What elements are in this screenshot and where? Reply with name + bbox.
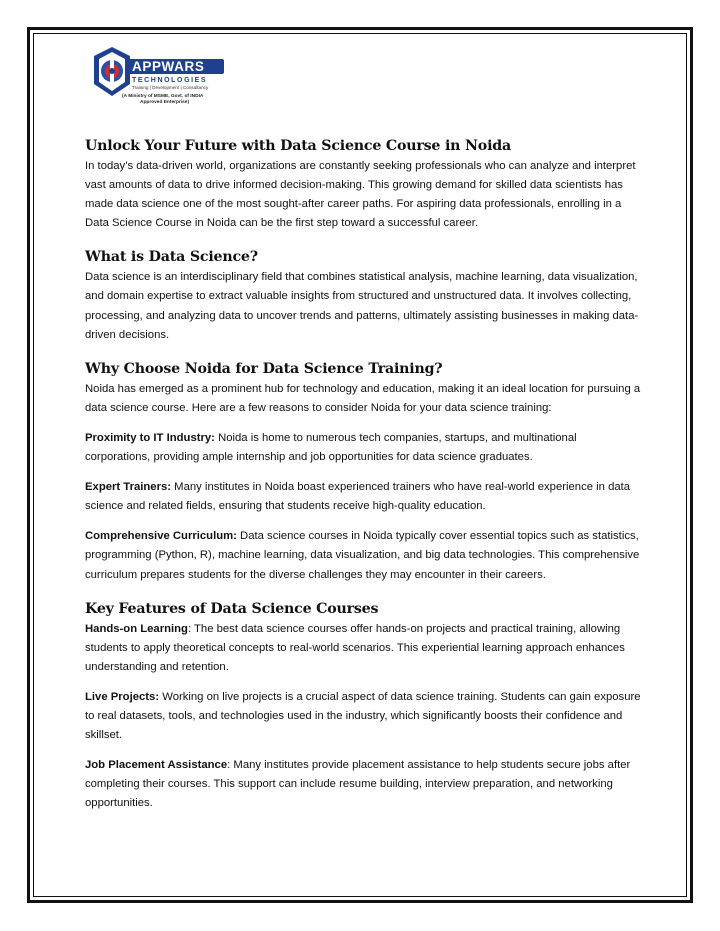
point-label: Expert Trainers: (85, 481, 172, 494)
point-text: : Many institutes provide placement assistance to help students secure jobs after completing their courses. This support can include resume building, interview preparation, and networking opportunities. (85, 759, 631, 810)
point-hands-on (85, 620, 645, 677)
logo-brand: APPWARS (132, 59, 205, 74)
point-label: Proximity to IT Industry: (85, 431, 215, 444)
point-text: Noida is home to numerous tech companies, startups, and multinational corporations, providing ample internship and job opportunities for data science graduates. (85, 431, 577, 464)
point-label: Live Projects: (85, 690, 160, 703)
point-label: Hands-on Learning (85, 622, 188, 635)
point-live-projects (85, 688, 645, 745)
logo-note-line2: Approved Enterprise) (140, 100, 190, 105)
point-trainers (85, 478, 645, 516)
document-body (85, 137, 645, 813)
heading-what: What is Data Science? (85, 249, 258, 266)
logo-sub: TECHNOLOGIES (132, 77, 208, 84)
heading-why: Why Choose Noida for Data Science Training? (85, 360, 443, 377)
point-label: Job Placement Assistance (85, 759, 228, 772)
heading-features: Key Features of Data Science Courses (85, 600, 379, 617)
paragraph-intro: In today’s data-driven world, organizations are constantly seeking professionals who can analyze and interpret vast amounts of data to drive informed decision-making. This growing demand for skilled data scientists has made data science one of the most sought-after career paths. For aspiring data professionals, enrolling in a Data Science Course in Noida can be the first step toward a successful career. (85, 160, 636, 230)
paragraph-what: Data science is an interdisciplinary field that combines statistical analysis, machine learning, data visualization, and domain expertise to extract valuable insights from structured and unstructured data. It involves collecting, processing, and analyzing data to uncover trends and patterns, ultimately assisting businesses in making data-driven decisions. (85, 271, 639, 341)
logo-emblem-icon (88, 44, 230, 110)
point-curriculum (85, 527, 645, 584)
point-text: Data science courses in Noida typically cover essential topics such as statistics, programming (Python, R), machine learning, data visualization, and big data technologies. This comprehensive curriculum prepares students for the diverse challenges they may encounter in their careers. (85, 530, 640, 581)
point-proximity (85, 429, 645, 467)
point-label: Comprehensive Curriculum: (85, 530, 237, 543)
point-text: Many institutes in Noida boast experienced trainers who have real-world experience in data science and related fields, ensuring that students receive high-quality education. (85, 481, 631, 513)
heading-intro: Unlock Your Future with Data Science Course in Noida (85, 138, 511, 154)
point-placement (85, 756, 645, 813)
logo-tagline: Training | Development | Consultancy (132, 85, 209, 90)
company-logo (88, 44, 230, 110)
logo-note-line1: (A Ministry of MSME, Govt. of INDIA (122, 94, 204, 99)
paragraph-why: Noida has emerged as a prominent hub for technology and education, making it an ideal location for pursuing a data science course. Here are a few reasons to consider Noida for your data science training: (85, 382, 641, 414)
point-text: Working on live projects is a crucial aspect of data science training. Students can gain exposure to real datasets, tools, and technologies used in the industry, which significantly boosts their confidence and skillset. (85, 690, 641, 742)
point-text: : The best data science courses offer hands-on projects and practical training, allowing students to apply theoretical concepts to real-world scenarios. This experiential learning approach enhances understanding and retention. (85, 622, 625, 673)
